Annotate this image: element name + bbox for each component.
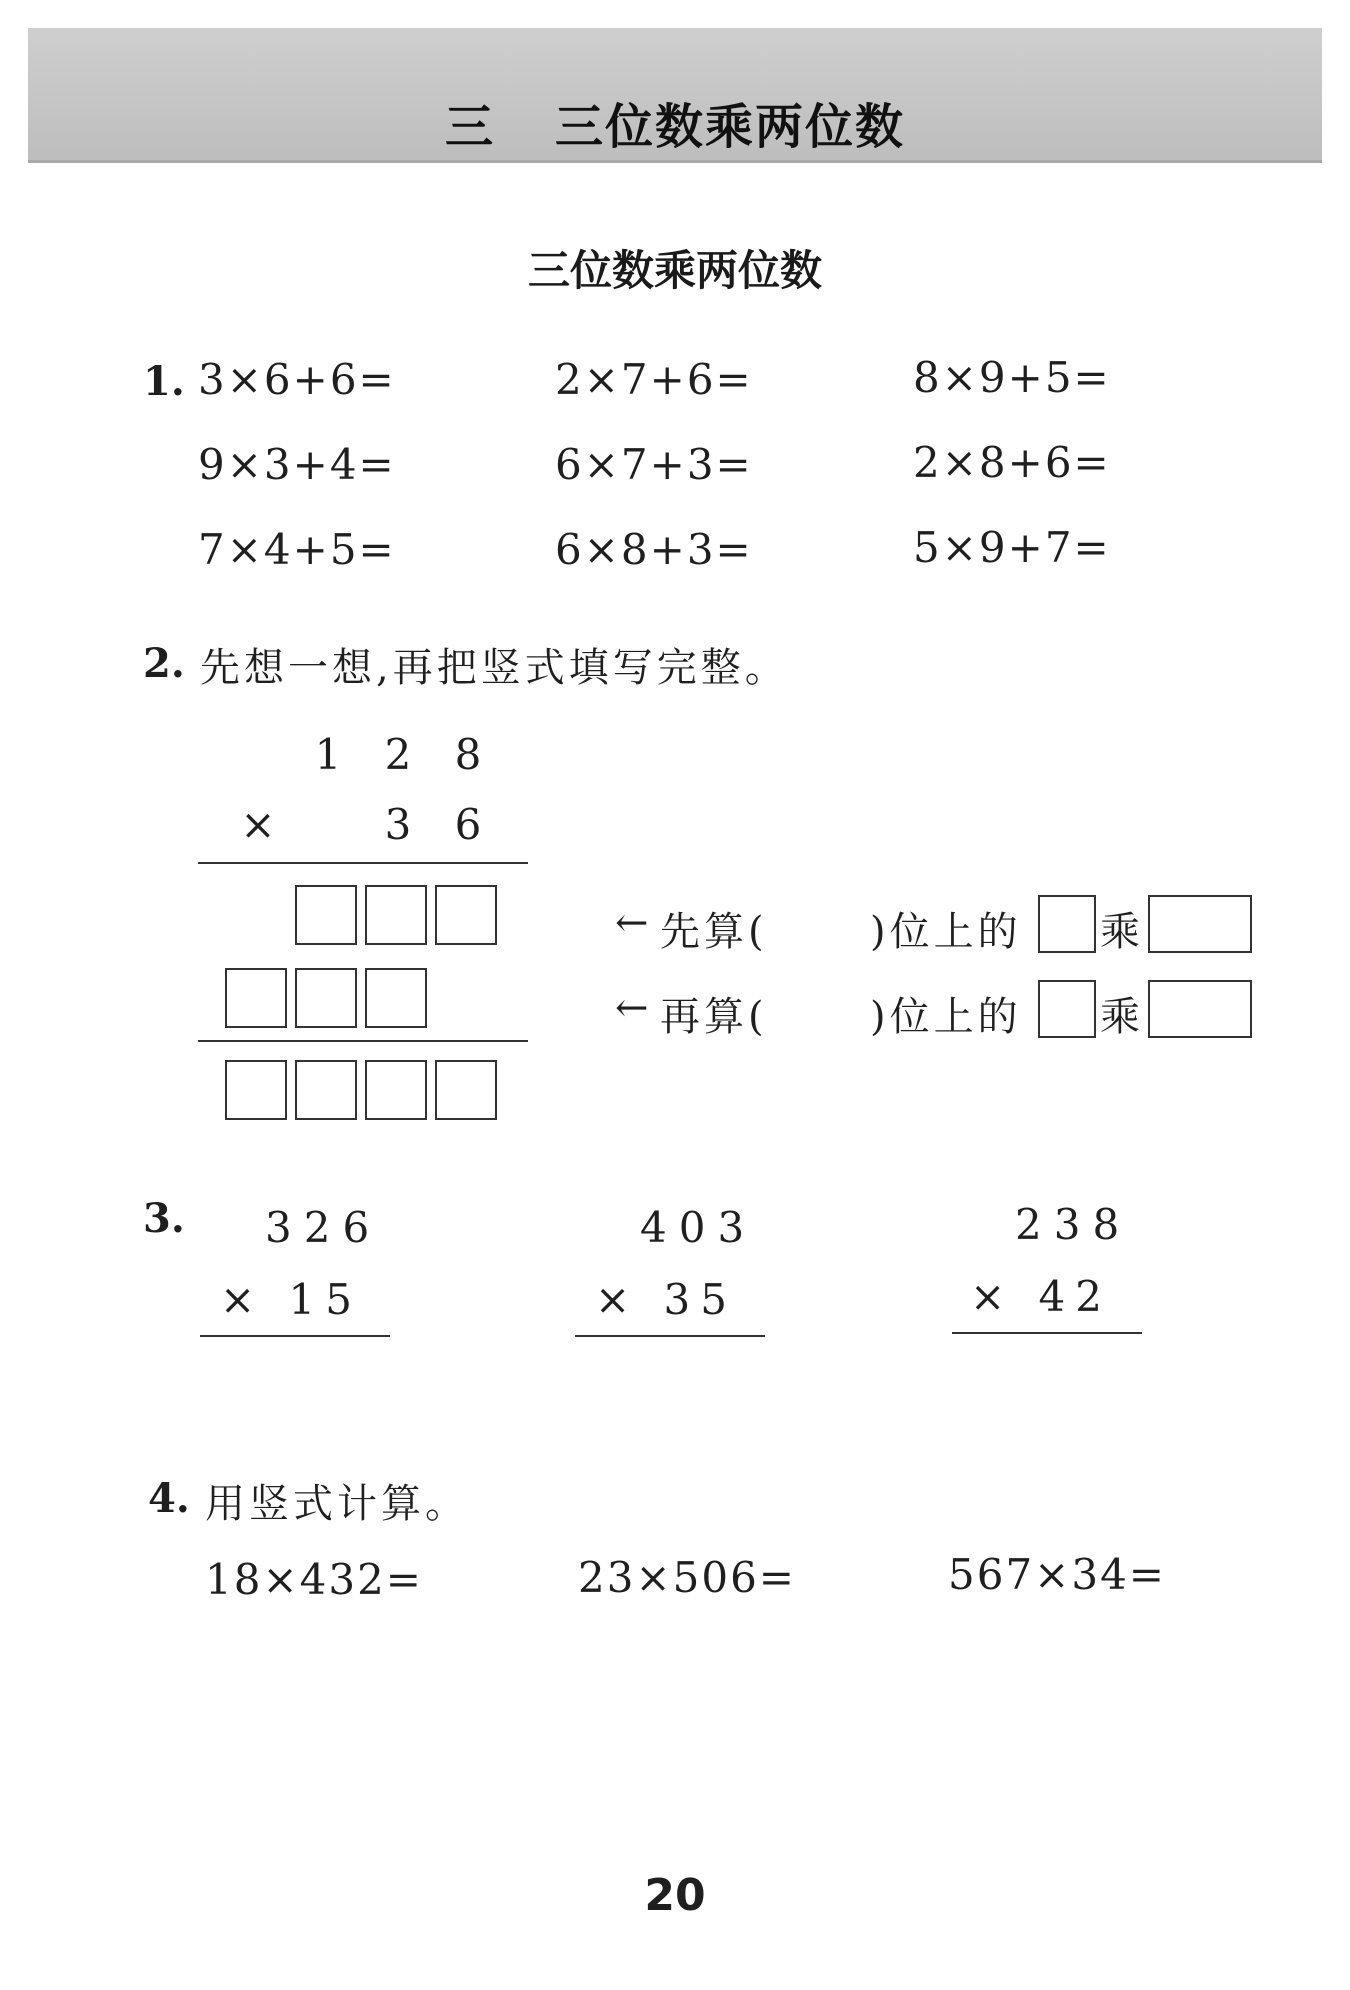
calc-line xyxy=(200,1335,390,1337)
answer-box[interactable] xyxy=(295,885,357,945)
second-step-arrow: ← xyxy=(615,985,653,1031)
question-4-number: 4. xyxy=(148,1475,190,1522)
answer-box[interactable] xyxy=(1038,980,1096,1038)
multiplicand-digit: 2 xyxy=(384,730,412,779)
answer-box[interactable] xyxy=(435,1060,497,1120)
q1-expression: 8×9+5= xyxy=(913,353,1111,402)
q3-top-number: 238 xyxy=(1015,1200,1132,1249)
answer-box[interactable] xyxy=(295,1060,357,1120)
calc-line xyxy=(198,862,528,864)
second-step-mult: 乘 xyxy=(1100,994,1144,1040)
q3-top-number: 403 xyxy=(640,1203,757,1252)
question-1-number: 1. xyxy=(143,358,185,405)
multiplier-digit: 3 xyxy=(384,800,412,849)
calc-line xyxy=(575,1335,765,1337)
question-2-instruction: 先想一想,再把竖式填写完整。 xyxy=(200,645,789,691)
first-step-prefix: 先算( xyxy=(660,909,768,955)
q1-expression: 6×8+3= xyxy=(555,525,753,574)
chapter-number: 三 xyxy=(444,99,495,155)
calc-line xyxy=(952,1332,1142,1334)
q1-expression: 5×9+7= xyxy=(913,523,1111,572)
q3-bottom-number: × 35 xyxy=(595,1275,737,1324)
answer-box[interactable] xyxy=(295,968,357,1028)
chapter-title xyxy=(0,88,1350,157)
answer-box[interactable] xyxy=(1148,980,1252,1038)
question-4-instruction: 用竖式计算。 xyxy=(205,1481,469,1527)
answer-box[interactable] xyxy=(435,885,497,945)
q4-expression: 567×34= xyxy=(948,1550,1166,1599)
calc-line xyxy=(198,1040,528,1042)
multiplicand-digit: 1 xyxy=(314,730,342,779)
q1-expression: 6×7+3= xyxy=(555,440,753,489)
answer-box[interactable] xyxy=(1038,895,1096,953)
first-step-arrow: ← xyxy=(615,900,653,946)
q1-expression: 2×8+6= xyxy=(913,438,1111,487)
page-number: 20 xyxy=(644,1870,706,1921)
q1-expression: 2×7+6= xyxy=(555,355,753,404)
q4-expression: 18×432= xyxy=(205,1555,423,1604)
q1-expression: 7×4+5= xyxy=(198,525,396,574)
multiplier-digit: 6 xyxy=(454,800,482,849)
question-2-number: 2. xyxy=(143,640,185,687)
second-step-suffix: )位上的 xyxy=(870,994,1022,1040)
question-3-number: 3. xyxy=(143,1195,185,1242)
answer-box[interactable] xyxy=(365,885,427,945)
first-step-suffix: )位上的 xyxy=(870,909,1022,955)
answer-box[interactable] xyxy=(225,968,287,1028)
answer-box[interactable] xyxy=(225,1060,287,1120)
q3-top-number: 326 xyxy=(265,1203,382,1252)
multiplicand-digit: 8 xyxy=(454,730,482,779)
chapter-title-text: 三位数乘两位数 xyxy=(555,99,906,155)
q1-expression: 3×6+6= xyxy=(198,355,396,404)
second-step-prefix: 再算( xyxy=(660,994,768,1040)
answer-box[interactable] xyxy=(365,1060,427,1120)
section-title: 三位数乘两位数 xyxy=(527,246,822,295)
q3-bottom-number: × 42 xyxy=(970,1272,1112,1321)
q1-expression: 9×3+4= xyxy=(198,440,396,489)
first-step-mult: 乘 xyxy=(1100,909,1144,955)
answer-box[interactable] xyxy=(365,968,427,1028)
answer-box[interactable] xyxy=(1148,895,1252,953)
q3-bottom-number: × 15 xyxy=(220,1275,362,1324)
times-sign: × xyxy=(240,800,276,849)
q4-expression: 23×506= xyxy=(578,1553,796,1602)
